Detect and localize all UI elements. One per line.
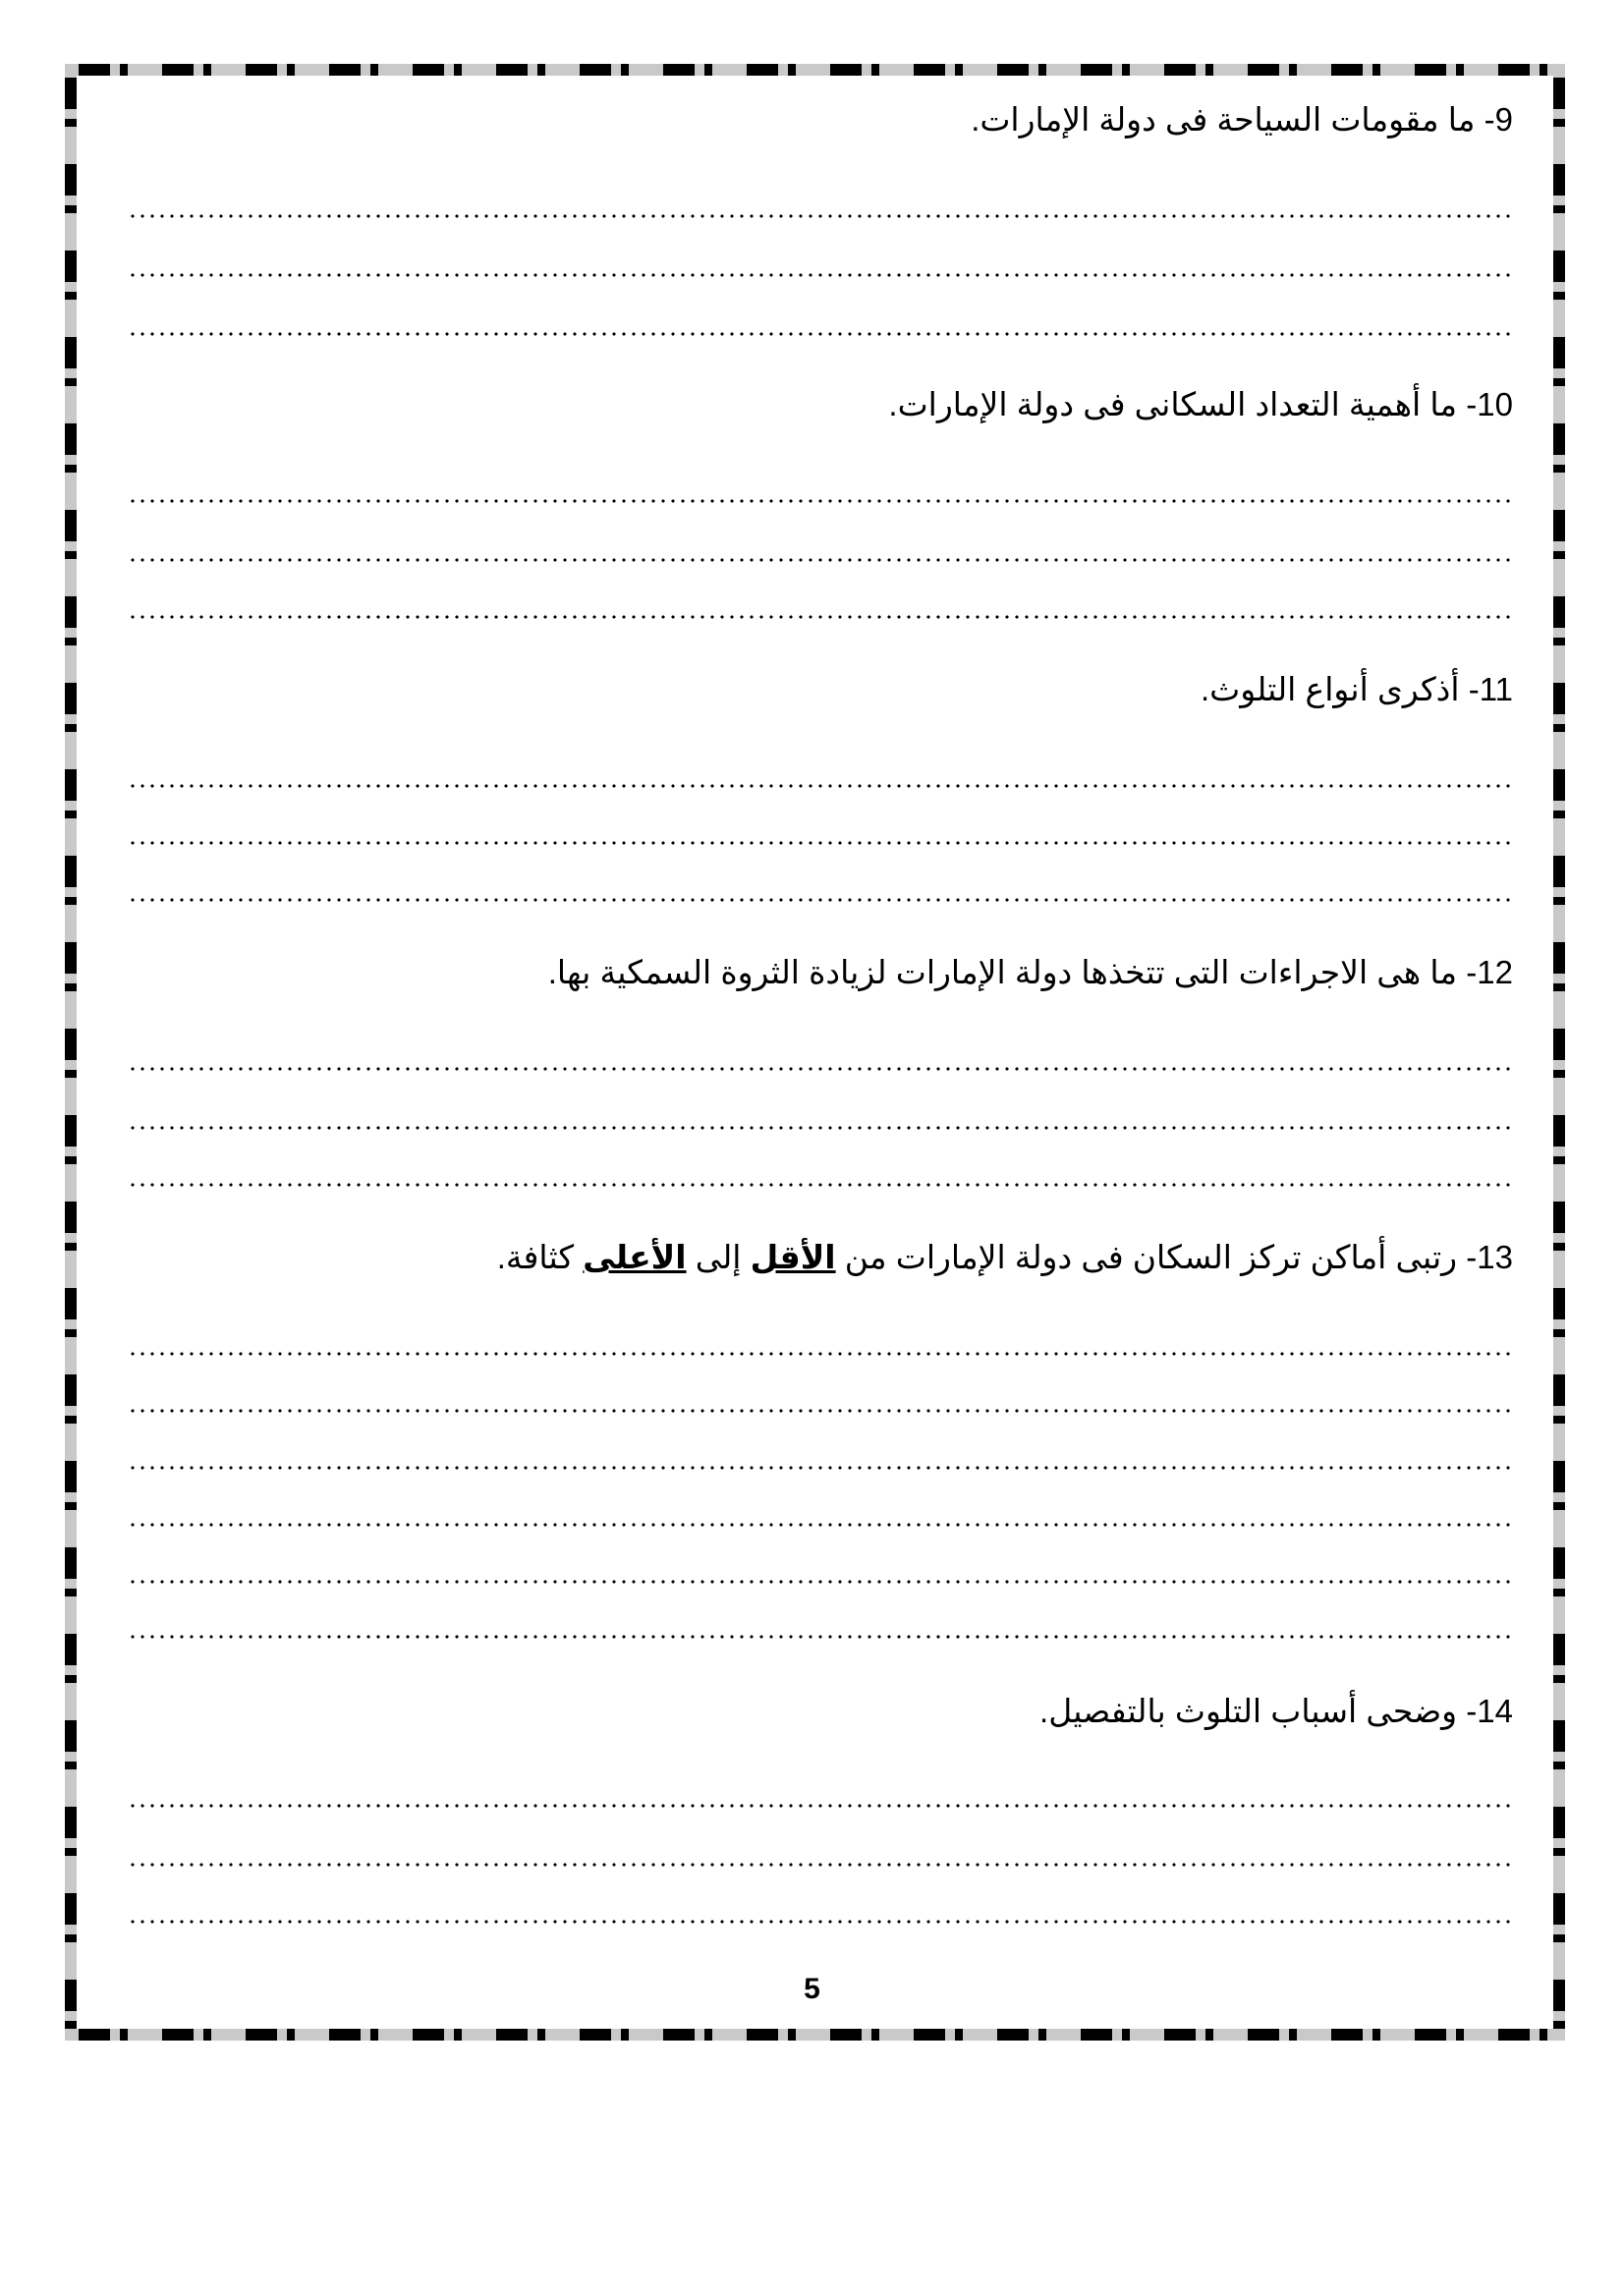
answer-line[interactable] (128, 1863, 1513, 1867)
border-top (65, 64, 1565, 76)
answer-line[interactable] (128, 1183, 1513, 1187)
answer-line[interactable] (128, 841, 1513, 845)
question-text: وضحى أسباب التلوث بالتفصيل. (1039, 1693, 1458, 1729)
answer-line[interactable] (128, 784, 1513, 788)
question-text: أذكرى أنواع التلوث. (1200, 671, 1460, 707)
answer-line[interactable] (128, 499, 1513, 503)
answer-line[interactable] (128, 898, 1513, 902)
answer-line[interactable] (128, 1352, 1513, 1356)
answer-line[interactable] (128, 1409, 1513, 1413)
page-border (65, 64, 1565, 2041)
question-number: 13 (1477, 1239, 1513, 1275)
question-text: إلى (695, 1239, 742, 1275)
answer-line[interactable] (128, 273, 1513, 277)
emphasis-least: الأقل (750, 1239, 836, 1275)
question-number: 9 (1494, 101, 1513, 138)
answer-line[interactable] (128, 1466, 1513, 1470)
question-text: ما مقومات السياحة فى دولة الإمارات. (971, 101, 1476, 138)
question-text: ما أهمية التعداد السكانى فى دولة الإمارات. (888, 386, 1458, 422)
question-number: 10 (1477, 386, 1513, 422)
question-text: ما هى الاجراءات التى تتخذها دولة الإمارات لزيادة الثروة السمكية بها. (547, 954, 1458, 990)
answer-line[interactable] (128, 332, 1513, 336)
border-bottom (65, 2029, 1565, 2041)
answer-line[interactable] (128, 1635, 1513, 1639)
question-11: 11- أذكرى أنواع التلوث. (1200, 671, 1513, 707)
question-number: 11 (1479, 671, 1513, 707)
question-10: 10- ما أهمية التعداد السكانى فى دولة الإمارات. (888, 386, 1513, 422)
answer-line[interactable] (128, 1804, 1513, 1808)
answer-line[interactable] (128, 1126, 1513, 1130)
answer-line[interactable] (128, 558, 1513, 562)
answer-line[interactable] (128, 1067, 1513, 1071)
page-number: 5 (804, 1973, 820, 2005)
question-number: 12 (1477, 954, 1513, 990)
question-12: 12- ما هى الاجراءات التى تتخذها دولة الإمارات لزيادة الثروة السمكية بها. (547, 954, 1513, 990)
answer-line[interactable] (128, 1523, 1513, 1527)
question-9: 9- ما مقومات السياحة فى دولة الإمارات. (971, 101, 1513, 138)
question-number: 14 (1477, 1693, 1513, 1729)
question-13: 13- رتبى أماكن تركز السكان فى دولة الإمارات من الأقل إلى الأعلى كثافة. (496, 1239, 1513, 1275)
emphasis-highest: الأعلى (583, 1239, 687, 1275)
border-right (1553, 64, 1565, 2041)
border-left (65, 64, 77, 2041)
answer-line[interactable] (128, 214, 1513, 218)
answer-line[interactable] (128, 1580, 1513, 1584)
answer-line[interactable] (128, 615, 1513, 619)
question-text: كثافة. (496, 1239, 575, 1275)
question-14: 14- وضحى أسباب التلوث بالتفصيل. (1039, 1693, 1513, 1729)
question-text: رتبى أماكن تركز السكان فى دولة الإمارات من (844, 1239, 1458, 1275)
answer-line[interactable] (128, 1920, 1513, 1924)
